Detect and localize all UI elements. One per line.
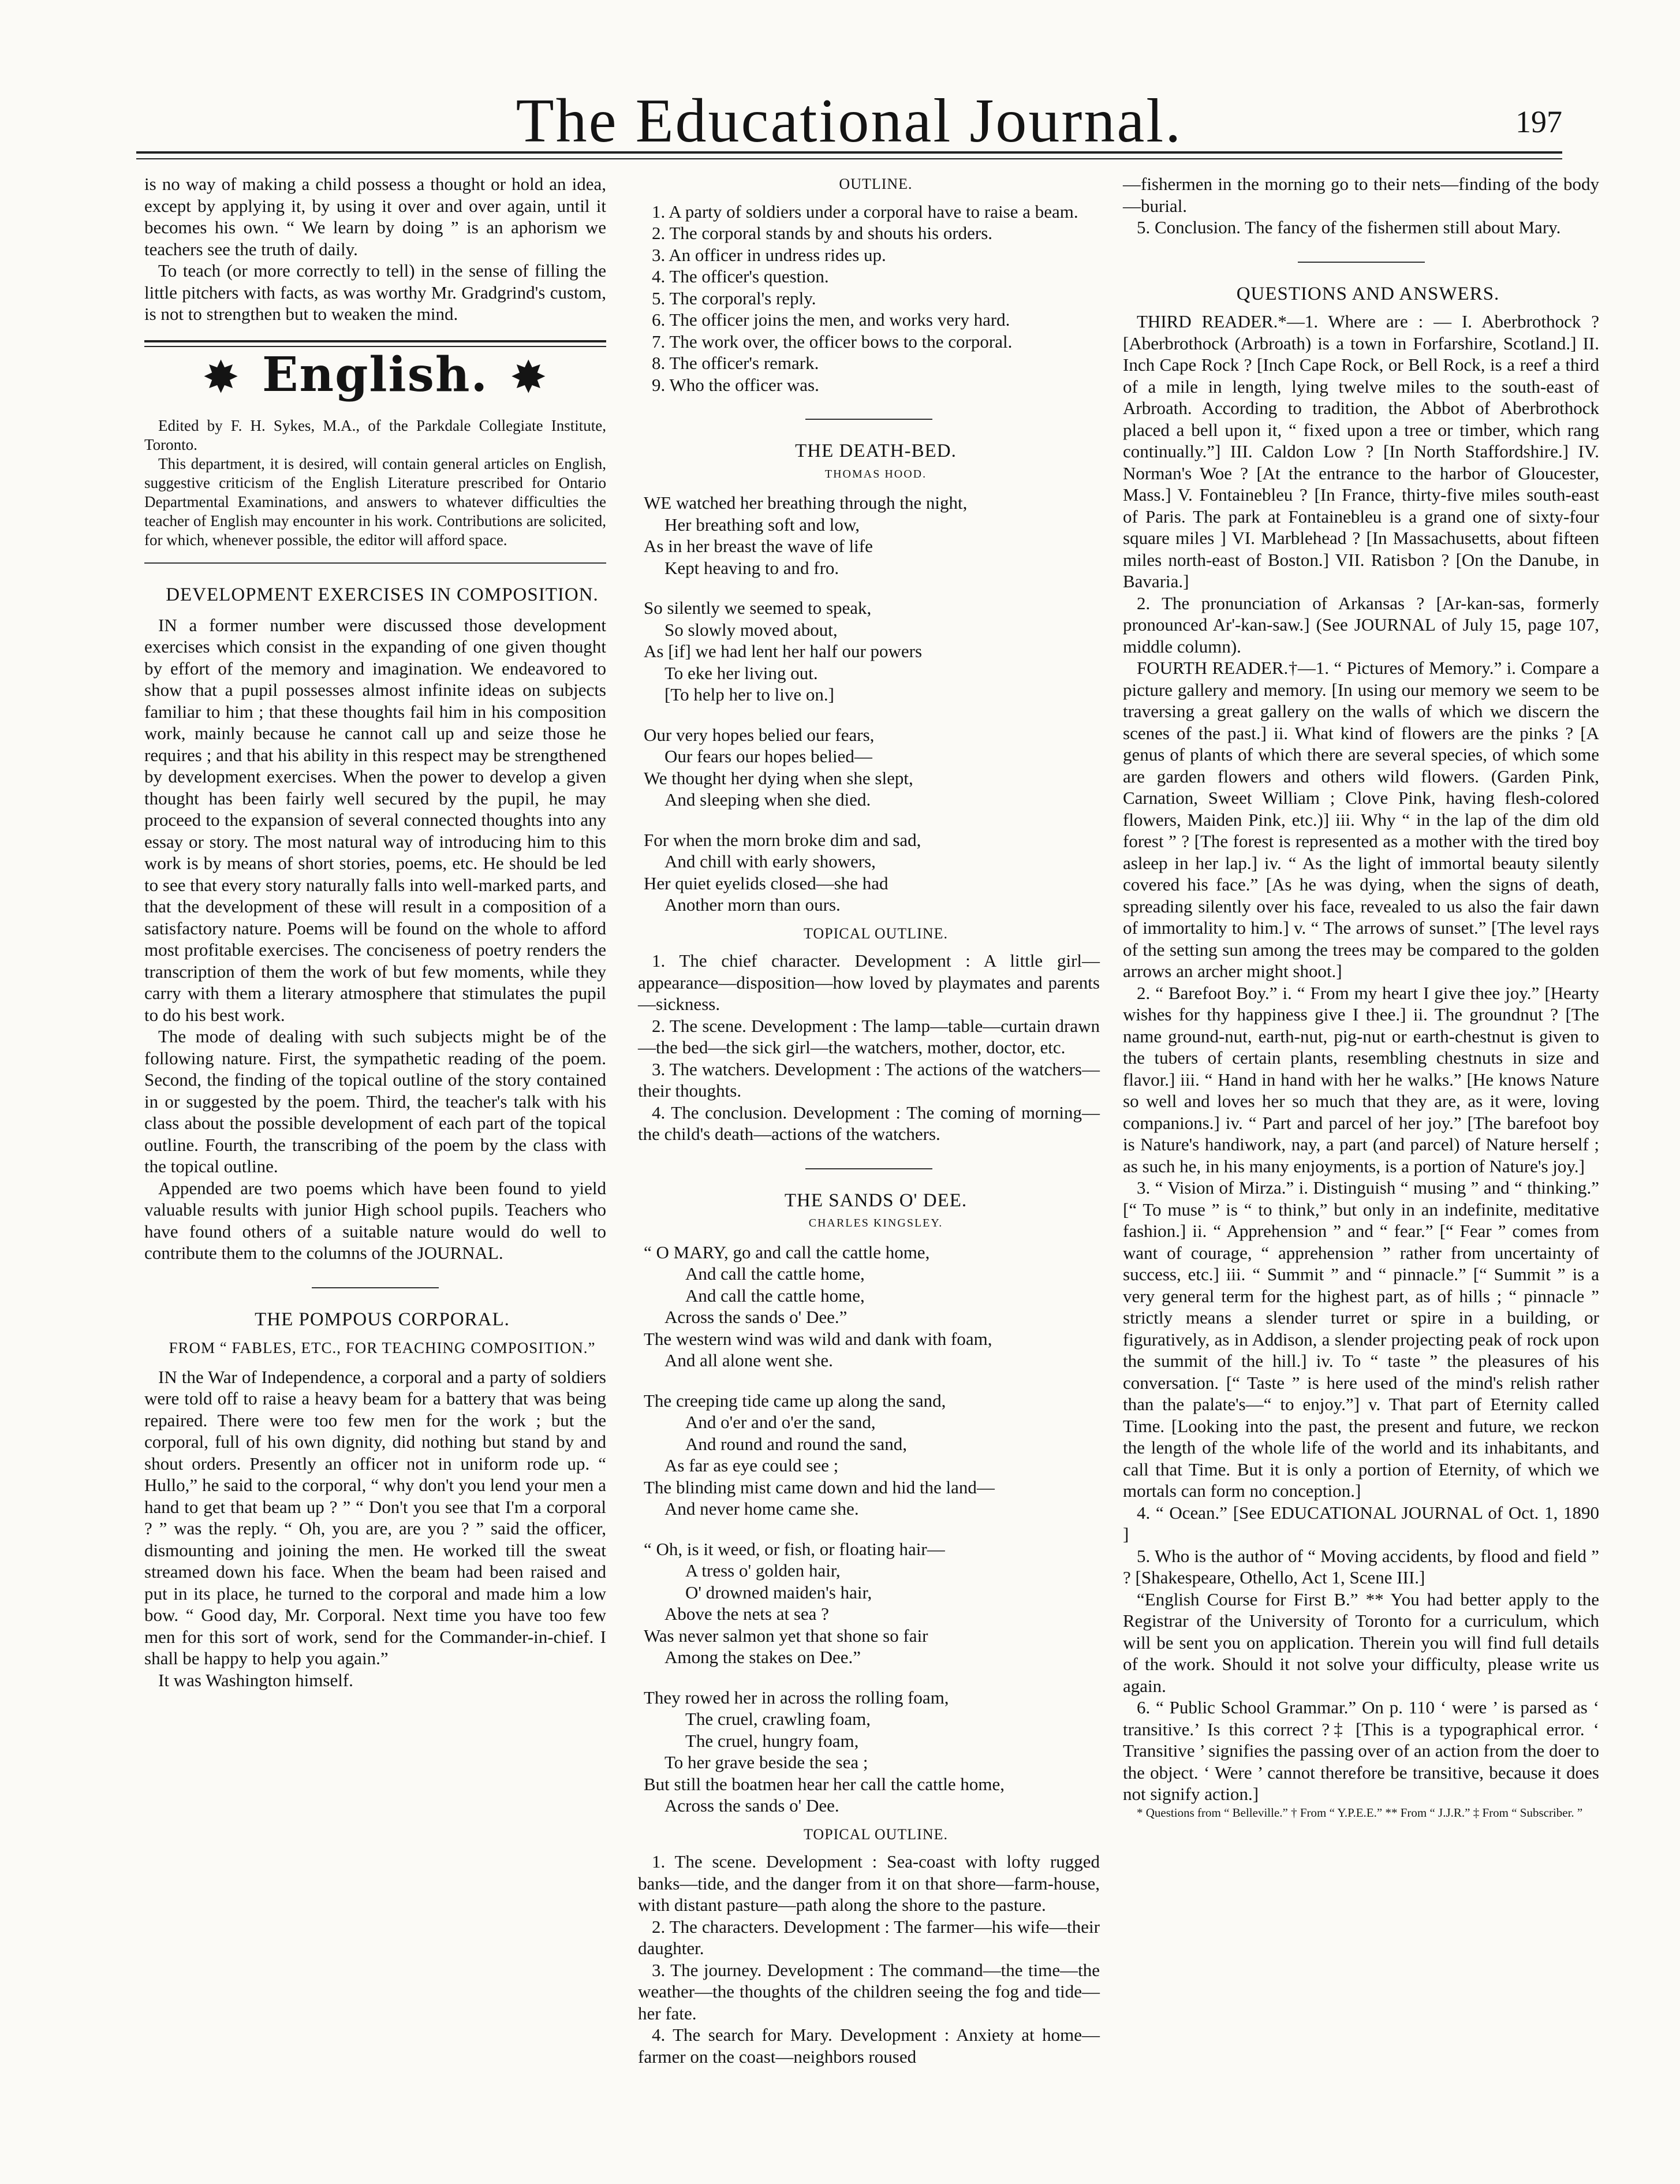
poem-line: We thought her dying when she slept,: [644, 767, 913, 788]
qa-paragraph: 4. “ Ocean.” [See EDUCATIONAL JOURNAL of Oct. 1, 1890 ]: [1123, 1502, 1599, 1544]
poem-death-bed: [644, 492, 1100, 916]
qa-paragraph: “English Course for First B.” ** You had better apply to the Registrar of the University of Toronto for a curriculum, which will be sent you on application. Therein you will find full details of the work. Should it not solve your difficulty, please write us again.: [1123, 1589, 1599, 1696]
poem-author: THOMAS HOOD.: [824, 467, 927, 480]
poem-line: And all alone went she.: [664, 1350, 833, 1370]
list-item: 1. The scene. Development : Sea-coast with lofty rugged banks—tide, and the danger from it on that shore—farm-house, with distant pasture—path along the shore to the pasture.: [638, 1851, 1100, 1915]
poem-line: As far as eye could see ;: [664, 1455, 839, 1475]
intro-paragraph: is no way of making a child possess a thought or hold an idea, except by applying it, by using it over and over again, until it becomes his own. “ We learn by doing ” is an aphorism we teachers see the truth of daily.: [144, 174, 606, 259]
article-title: DEVELOPMENT EXERCISES IN COMPOSITION.: [166, 584, 599, 605]
qa-paragraph: 2. “ Barefoot Boy.” i. “ From my heart I give thee joy.” [Hearty wishes for thy happiness give I thee.] ii. The groundnut ? [The name ground-nut, earth-nut, pig-nut or earth-chestnut is given to the tubers of certain plants, resembling chestnuts in size and flavor.] iii. “ Hand in hand with her he walks.” [He knows Nature so well and loves her so much that they are, as it were, loving companions.] iv. “ Part and parcel of her joy.” [The barefoot boy is Nature's handiwork, nay, a part (and parcel) of Nature herself ; as such he, in his many enjoyments, is a portion of Nature's joy.]: [1123, 982, 1599, 1176]
qa-paragraph: 6. “ Public School Grammar.” On p. 110 ‘ were ’ is parsed as ‘ transitive.’ Is this correct ?‡ [This is a typographical error. ‘ Transitive ’ signifies the passing over of an action from the doer to the object. ‘ Were ’ cannot therefore be transitive, because it does not signify action.]: [1123, 1697, 1599, 1804]
list-item: 6. The officer joins the men, and works very hard.: [652, 310, 1010, 330]
column-left: [144, 173, 606, 1691]
column-middle: [638, 173, 1100, 2067]
article-paragraph: The mode of dealing with such subjects might be of the following nature. First, the sympathetic reading of the poem. Second, the finding of the topical outline of the story contained in or suggested by the poem. Third, the teacher's talk with his class about the possible development of each part of the topical outline. Fourth, the transcribing of the poem by the class with the topical outline.: [144, 1026, 606, 1176]
outline-title: OUTLINE.: [839, 176, 913, 192]
topical-outline-list: [638, 1851, 1100, 2067]
list-item: 2. The corporal stands by and shouts his orders.: [652, 223, 993, 243]
divider: [1298, 262, 1425, 263]
poem-line: And never home came she.: [664, 1499, 859, 1519]
qa-paragraph: FOURTH READER.†—1. “ Pictures of Memory.” i. Compare a picture gallery and memory. [In using our memory we seem to be traversing a great gallery on the walls of which we discern the scenes of the past.] ii. What kind of flowers are the pinks ? [A genus of plants of which there are several species, of which some are garden flowers and others wild flowers. (Garden Pink, Carnation, Sweet William ; Clove Pink, having flesh-colored flowers, Maiden Pink, etc.)] iii. Why “ in the lap of the dim old forest ” ? [The forest is represented as a mother with the tired boy asleep in her lap.] iv. “ As the light of immortal beauty silently covered his face.” [As he was dying, when the signs of death, spreading silently over his face, revealed to us also the fair dawn of immortality to him.] v. “ The arrows of sunset.” [The level rays of the setting sun among the trees may be compared to the golden arrows an archer might shoot.]: [1123, 658, 1599, 981]
qa-paragraph: THIRD READER.*—1. Where are : — I. Aberbrothock ? [Aberbrothock (Arbroath) is a town in Forfarshire, Scotland.] II. Inch Cape Rock ? [Inch Cape Rock, or Bell Rock, is a reef a third of a mile in length, lying twelve miles to the south-east of Arbroath. According to tradition, the Abbot of Aberbrothock placed a bell upon it, “ fixed upon a tree or timber, which rang continually.”] III. Caldon Low ? [In North Staffordshire.] IV. Norman's Woe ? [At the entrance to the harbor of Gloucester, Mass.] V. Fontainebleu ? [In France, thirty-five miles south-east of Paris. The park at Fontainebleu is a grand one of sixty-four square miles ] VI. Marblehead ? [In Massachusetts, about fifteen miles north-east of Boston.] VII. Ratisbon ? [On the Danube, in Bavaria.]: [1123, 311, 1599, 591]
poem-line: Our very hopes belied our fears,: [644, 724, 875, 745]
poem-title: THE SANDS O' DEE.: [784, 1190, 968, 1211]
poem-line: “ O MARY, go and call the cattle home,: [644, 1242, 930, 1262]
header-rule: [136, 151, 1562, 159]
ornament-star-icon: ✸: [512, 352, 547, 401]
list-item: 3. An officer in undress rides up.: [652, 244, 886, 265]
stanza: [644, 1390, 1100, 1520]
column-right: [1123, 173, 1599, 1820]
poem-line: “ Oh, is it weed, or fish, or floating hair—: [644, 1538, 945, 1559]
list-item: 8. The officer's remark.: [652, 353, 819, 373]
stanza: [644, 829, 1100, 916]
poem-line: And chill with early showers,: [664, 851, 876, 871]
editor-note: Edited by F. H. Sykes, M.A., of the Parkdale Collegiate Institute, Toronto.: [144, 417, 606, 453]
department-note: This department, it is desired, will contain general articles on English, suggestive criticism of the English Literature prescribed for Ontario Departmental Examinations, and answers to whatever difficulties the teacher of English may encounter in his work. Contributions are solicited, for which, whenever possible, the editor will afford space.: [144, 455, 606, 549]
list-item: 3. The watchers. Development : The actions of the watchers—their thoughts.: [638, 1059, 1100, 1101]
list-item: 3. The journey. Development : The command—the time—the weather—the thoughts of the children seeing the fog and tide—her fate.: [638, 1959, 1100, 2023]
poem-line: To her grave beside the sea ;: [664, 1752, 868, 1772]
poem-line: O' drowned maiden's hair,: [685, 1582, 872, 1602]
stanza: [644, 597, 1100, 706]
page-number: 197: [1515, 105, 1562, 139]
article-paragraph: It was Washington himself.: [158, 1669, 353, 1690]
poem-line: And o'er and o'er the sand,: [685, 1412, 876, 1432]
qa-paragraph: 2. The pronunciation of Arkansas ? [Ar-kan-sas, formerly pronounced Ar'-kan-saw.] (See JOURNAL of July 15, page 107, middle column).: [1123, 592, 1599, 657]
continued-paragraph: 5. Conclusion. The fancy of the fishermen still about Mary.: [1137, 217, 1561, 237]
divider: [805, 1168, 932, 1169]
poem-line: Among the stakes on Dee.”: [664, 1647, 861, 1667]
poem-line: The western wind was wild and dank with foam,: [644, 1328, 992, 1349]
outline-list: [638, 201, 1100, 396]
poem-line: And sleeping when she died.: [664, 789, 871, 810]
poem-line: So silently we seemed to speak,: [644, 598, 872, 618]
outline-title: TOPICAL OUTLINE.: [804, 925, 948, 942]
poem-line: To eke her living out.: [664, 662, 818, 683]
poem-line: And round and round the sand,: [685, 1433, 907, 1454]
stanza: [644, 724, 1100, 811]
list-item: 1. The chief character. Development : A little girl—appearance—disposition—how loved by playmates and parents—sickness.: [638, 951, 1100, 1014]
masthead: [136, 87, 1562, 155]
section-title: English.: [262, 346, 489, 402]
poem-line: For when the morn broke dim and sad,: [644, 829, 921, 850]
poem-line: As in her breast the wave of life: [644, 536, 873, 556]
list-item: 4. The conclusion. Development : The coming of morning—the child's death—actions of the watchers.: [638, 1102, 1100, 1144]
english-section-heading: [144, 346, 606, 402]
poem-line: The cruel, hungry foam,: [685, 1730, 859, 1751]
poem-line: [To help her to live on.]: [664, 684, 834, 705]
qa-paragraph: 5. Who is the author of “ Moving accidents, by flood and field ” ? [Shakespeare, Othello, Act 1, Scene III.]: [1123, 1545, 1599, 1587]
topical-outline-list: [638, 950, 1100, 1145]
poem-line: As [if] we had lent her half our powers: [644, 641, 923, 661]
article-subtitle: FROM “ FABLES, ETC., FOR TEACHING COMPOSITION.”: [169, 1339, 596, 1356]
poem-line: But still the boatmen hear her call the cattle home,: [644, 1773, 1005, 1794]
poem-line: WE watched her breathing through the night,: [644, 493, 968, 513]
poem-line: The blinding mist came down and hid the land—: [644, 1477, 995, 1497]
poem-line: A tress o' golden hair,: [685, 1560, 841, 1581]
divider: [312, 1287, 439, 1288]
qa-paragraph: 3. “ Vision of Mirza.” i. Distinguish “ musing ” and “ thinking.” [“ To muse ” is “ to think,” but only in an indefinite, meditative fashion.] ii. “ Apprehension ” and “ fear.” [“ Fear ” comes from want of courage, “ apprehension ” rather from uncertainty of success, etc.] iii. “ Summit ” and “ pinnacle.” [“ Summit ” is a very general term for the highest part, as of hills ; “ pinnacle ” strictly means a slender turret or spire in a building, or figuratively, as in Addison, a slender projecting peak of rock upon the summit of the hill.] iv. To “ taste ” the pleasures of his conversation. [“ Taste ” is here used of the mind's relish rather than the palate's—“ to enjoy.”] v. That part of Eternity called Time. [Looking into the past, the present and future, we reckon the length of the whole life of the world and its inhabitants, and call that Time. But it is only a portion of Eternity, of which we mortals can form no conception.]: [1123, 1177, 1599, 1501]
poem-line: Across the sands o' Dee.”: [664, 1307, 848, 1327]
poem-line: Her breathing soft and low,: [664, 514, 860, 535]
poem-line: The cruel, crawling foam,: [685, 1709, 871, 1729]
stanza: [644, 1242, 1100, 1371]
list-item: 4. The officer's question.: [652, 266, 829, 286]
poem-line: Kept heaving to and fro.: [664, 557, 839, 578]
divider: [144, 562, 606, 564]
poem-line: And call the cattle home,: [685, 1264, 865, 1284]
ornament-star-icon: ✸: [204, 352, 239, 401]
list-item: 1. A party of soldiers under a corporal have to raise a beam.: [652, 201, 1078, 222]
stanza: [644, 1538, 1100, 1668]
poem-title: THE DEATH-BED.: [795, 441, 957, 461]
poem-line: Across the sands o' Dee.: [664, 1795, 839, 1816]
poem-sands-o-dee: [644, 1242, 1100, 1817]
section-rule: [144, 340, 606, 347]
stanza: [644, 1687, 1100, 1817]
poem-line: So slowly moved about,: [664, 619, 838, 640]
list-item: 2. The scene. Development : The lamp—table—curtain drawn—the bed—the sick girl—the watchers, mother, doctor, etc.: [638, 1015, 1100, 1057]
poem-line: They rowed her in across the rolling foam,: [644, 1687, 949, 1708]
list-item: 2. The characters. Development : The farmer—his wife—their daughter.: [638, 1916, 1100, 1958]
outline-title: TOPICAL OUTLINE.: [804, 1825, 948, 1843]
list-item: 4. The search for Mary. Development : Anxiety at home—farmer on the coast—neighbors roused: [638, 2025, 1100, 2067]
poem-line: Above the nets at sea ?: [664, 1604, 829, 1624]
poem-line: Another morn than ours.: [664, 895, 841, 915]
stanza: [644, 492, 1100, 579]
poem-author: CHARLES KINGSLEY.: [808, 1217, 943, 1229]
poem-line: Her quiet eyelids closed—she had: [644, 873, 888, 893]
qa-title: QUESTIONS AND ANSWERS.: [1236, 283, 1500, 304]
journal-title: The Educational Journal.: [516, 87, 1183, 155]
poem-line: Was never salmon yet that shone so fair: [644, 1625, 928, 1646]
poem-line: And call the cattle home,: [685, 1285, 865, 1306]
divider: [805, 419, 932, 420]
intro-paragraph: To teach (or more correctly to tell) in the sense of filling the little pitchers with facts, as was worthy Mr. Gradgrind's custom, is not to strengthen but to weaken the mind.: [144, 260, 606, 324]
continued-paragraph: —fishermen in the morning go to their nets—finding of the body—burial.: [1123, 174, 1599, 216]
article-paragraph: IN the War of Independence, a corporal and a party of soldiers were told off to raise a heavy beam for a battery that was being repaired. There were too few men for the work ; but the corporal, full of his own dignity, did nothing but stand by and shout orders. Presently an officer not in uniform rode up. “ Hullo,” he said to the corporal, “ why don't you lend your men a hand to get that beam up ? ” “ Don't you see that I'm a corporal ? ” was the reply. “ Oh, you are, are you ? ” said the officer, dismounting and joining the men. He worked till the sweat streamed down his face. When the beam had been raised and put in its place, he turned to the corporal and made him a low bow. “ Good day, Mr. Corporal. Next time you have too few men for this sort of work, send for the Commander-in-chief. I shall be happy to help you again.”: [144, 1366, 606, 1668]
list-item: 5. The corporal's reply.: [652, 288, 816, 308]
list-item: 9. Who the officer was.: [652, 374, 819, 395]
article-paragraph: Appended are two poems which have been found to yield valuable results with junior High school pupils. Teachers who have found others of a suitable nature would do well to contribute them to the columns of the JOURNAL.: [144, 1177, 606, 1263]
article-title: THE POMPOUS CORPORAL.: [255, 1309, 510, 1330]
poem-line: Our fears our hopes belied—: [664, 746, 872, 766]
list-item: 7. The work over, the officer bows to the corporal.: [652, 331, 1013, 352]
poem-line: The creeping tide came up along the sand,: [644, 1390, 946, 1411]
footnote: * Questions from “ Belleville.” † From “ Y.P.E.E.” ** From “ J.J.R.” ‡ From “ Subscriber. ”: [1137, 1805, 1583, 1820]
article-paragraph: IN a former number were discussed those development exercises which consist in the expanding of one given thought by effort of the memory and imagination. We endeavored to show that a pupil possesses almost infinite ideas on subjects familiar to him ; that these thoughts fail him in his composition work, mainly because he cannot call up and seize those he requires ; and that his ability in this respect may be strengthened by development exercises. When the power to develop a given thought has been fairly well secured by the pupil, he may proceed to the expansion of several connected thoughts into any essay or story. The most natural way of introducing him to this work is by means of short stories, poems, etc. He should be led to see that every story naturally falls into well-marked parts, and that the development of these will result in a composition of a satisfactory nature. Poems will be found on the whole to afford most profitable exercises. The conciseness of poetry renders the transcription of them the work of but few moments, while they carry with them a literary atmosphere that stimulates the pupil to do his best work.: [144, 614, 606, 1025]
